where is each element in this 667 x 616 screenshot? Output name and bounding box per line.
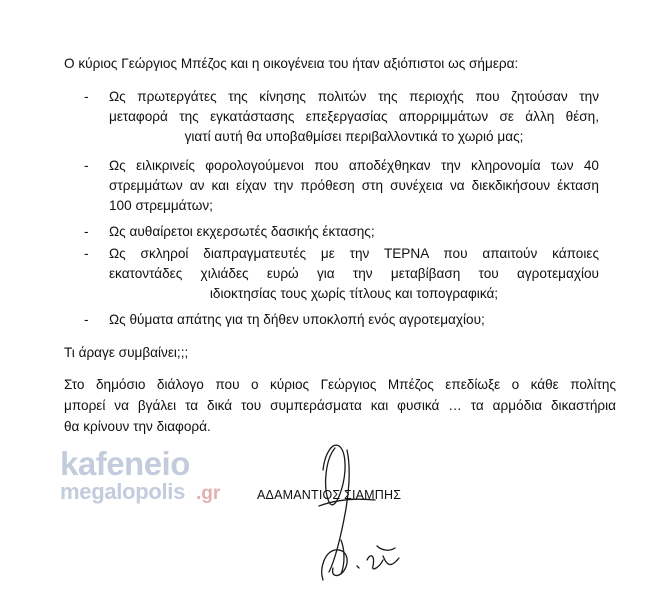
signer-name: ΑΔΑΜΑΝΤΙΟΣ ΣΙΑΜΠΗΣ [257,488,402,502]
bullet-line: 100 στρεμμάτων; [109,198,213,213]
watermark-line2: megalopolis [60,479,186,504]
signature-icon [295,440,425,585]
bullet-line: Ως ειλικρινείς φορολογούμενοι που αποδέχθηκαν την κληρονομία των 40 [109,158,599,173]
bullet-line: ιδιοκτησίας τους χωρίς τίτλους και τοπογραφικά; [209,286,499,301]
bullet-item [109,156,599,216]
closing-line: Στο δημόσιο διάλογο που ο κύριος Γεώργιος Μπέζος επεδίωξε ο κάθε πολίτης [64,377,616,392]
bullet-dash: - [84,224,89,239]
bullet-line: εκατοντάδες χιλιάδες ευρώ για την μεταβίβαση του αγροτεμαχίου [109,266,599,281]
bullet-line: γιατί αυτή θα υποβαθμίσει περιβαλλοντικά το χωριό μας; [184,129,524,144]
watermark-line1: kafeneio [60,445,190,482]
question-line: Τι άραγε συμβαίνει;;; [64,345,189,360]
bullet-dash: - [84,312,89,327]
bullet-line: Ως αυθαίρετοι εκχερσωτές δασικής έκτασης; [109,224,375,239]
bullet-item [109,310,599,330]
watermark-suffix: .gr [196,483,221,504]
watermark-logo [58,443,238,513]
bullet-dash: - [84,246,89,261]
closing-line: θα κρίνουν την διαφορά. [64,419,211,434]
bullet-item [109,222,599,242]
bullet-dash: - [84,89,89,104]
bullet-item [109,244,599,304]
closing-line: μπορεί να βγάλει τα δικά του συμπεράσματα και φυσικά … τα αρμόδια δικαστήρια [64,398,616,413]
closing-paragraph [64,374,616,437]
intro-line: Ο κύριος Γεώργιος Μπέζος και η οικογένεια του ήταν αξιόπιστοι ως σήμερα: [64,56,519,71]
bullet-line: μεταφορά της εγκατάστασης επεξεργασίας απορριμμάτων σε άλλη θέση, [109,109,599,124]
bullet-dash: - [84,158,89,173]
bullet-line: Ως θύματα απάτης για τη δήθεν υποκλοπή ενός αγροτεμαχίου; [109,312,485,327]
bullet-line: Ως πρωτεργάτες της κίνησης πολιτών της περιοχής που ζητούσαν την [109,89,599,104]
bullet-item [109,87,599,147]
bullet-line: Ως σκληροί διαπραγματευτές με την ΤΕΡΝΑ που απαιτούν κάποιες [109,246,599,261]
bullet-line: στρεμμάτων αν και είχαν την πρόθεση στη συνέχεια να διεκδικήσουν έκταση [109,178,599,193]
